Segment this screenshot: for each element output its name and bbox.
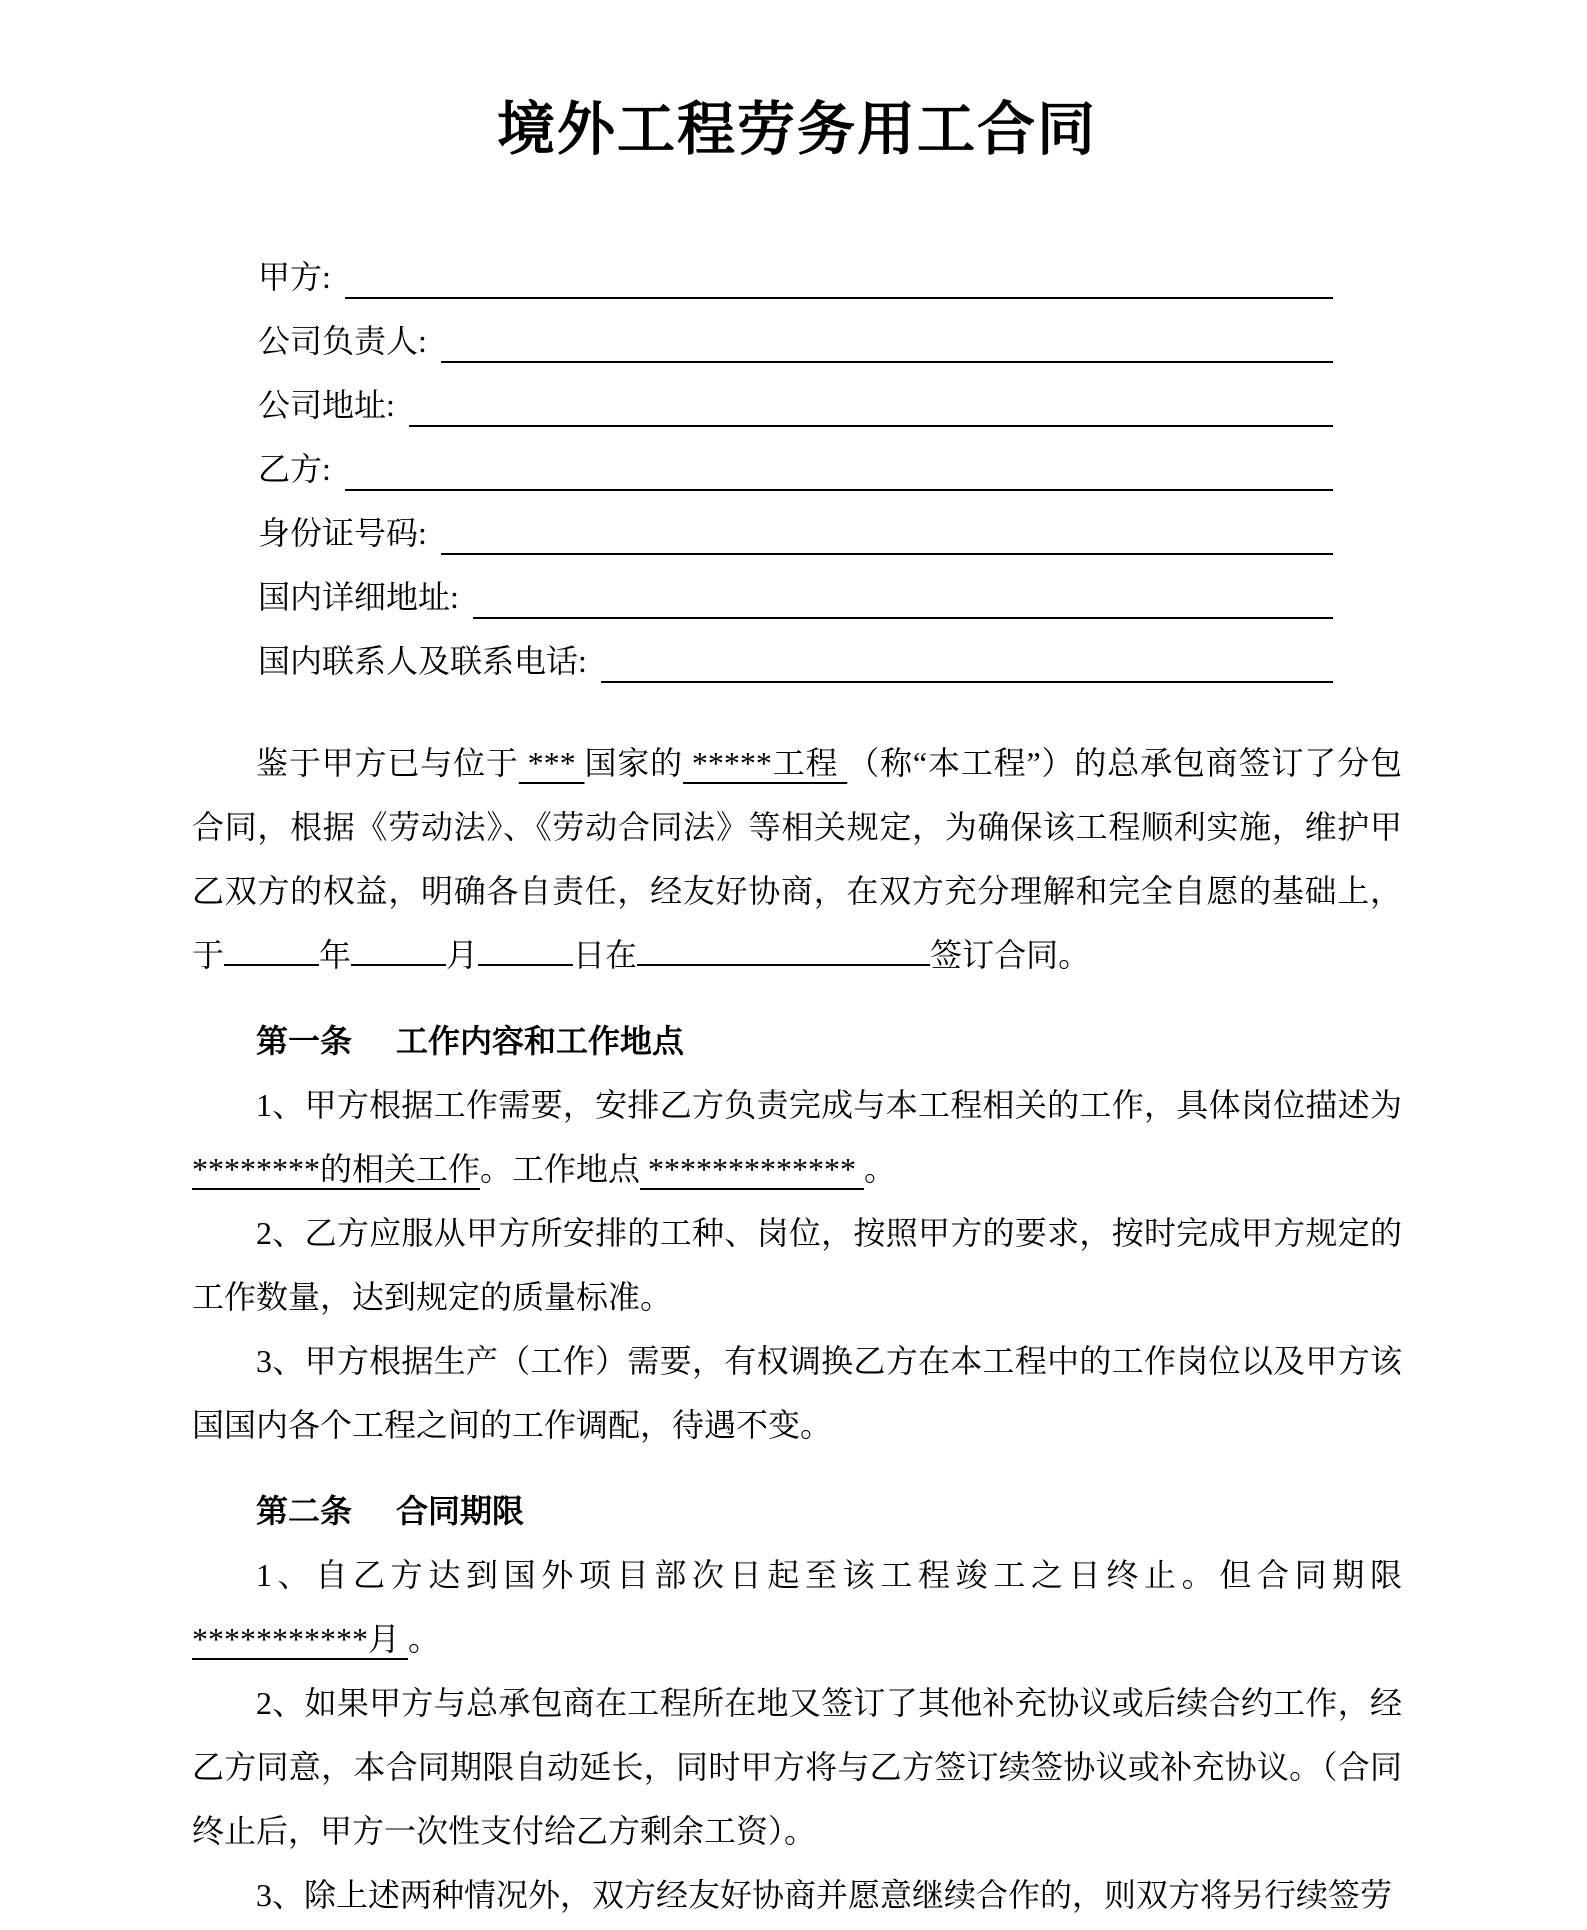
document-title: 境外工程劳务用工合同 [496,97,1097,162]
field-label: 身份证号码: [258,515,427,552]
field-label: 乙方: [258,451,331,488]
field-row [258,363,1333,427]
field-label: 公司地址: [258,387,395,424]
underlined-run: ********的相关工作 [192,1151,481,1187]
section-2-items [192,1543,1402,1927]
blank-underline [473,573,1333,619]
text-run: 。 [408,1621,441,1657]
blank-underline [345,253,1333,299]
text-run: 年 [319,937,352,973]
text-run: 国家的 [584,745,683,781]
section-1-title: 工作内容和工作地点 [396,1023,685,1059]
text-run: 3、甲方根据生产（工作）需要，有权调换乙方在本工程中的工作岗位以及甲方该国国内各个工程之间的工作调配，待遇不变。 [192,1343,1402,1443]
inline-blank [478,928,573,966]
field-label: 国内联系人及联系电话: [258,643,587,680]
underlined-run: *****工程 [683,745,848,781]
contract-clause [192,1073,1402,1201]
text-run: 。 [864,1151,897,1187]
inline-blank [351,928,446,966]
section-2-heading [192,1479,1402,1543]
underlined-run: ************* [640,1151,865,1187]
underlined-run: *** [518,745,585,781]
text-run: 3、除上述两种情况外，双方经友好协商并愿意继续合作的，则双方将另行续签劳 [256,1877,1393,1913]
text-run: 鉴于甲方已与位于 [256,745,519,781]
underlined-run: ***********月 [192,1621,409,1657]
text-run: 月 [446,937,479,973]
field-row [258,235,1333,299]
text-run: （称“本工程”）的总承包商签订了分包合同，根据《劳动法》、《劳动合同法》等相关规定，为确保该工程顺利实施，维护甲乙双方的权益，明确各自责任，经友好协商，在双方充分理解和完全自愿的基础上，于 [192,745,1402,973]
text-run: 2、乙方应服从甲方所安排的工种、岗位，按照甲方的要求，按时完成甲方规定的工作数量，达到规定的质量标准。 [192,1215,1402,1315]
section-2 [192,1479,1402,1927]
section-2-title: 合同期限 [396,1493,525,1529]
field-row [258,619,1333,683]
field-label: 国内详细地址: [258,579,459,616]
blank-underline [409,381,1333,427]
field-row [258,555,1333,619]
intro-paragraph [192,731,1402,987]
contract-clause [192,1671,1402,1863]
field-label: 公司负责人: [258,323,427,360]
contract-clause [192,1201,1402,1329]
blank-underline [441,317,1333,363]
contract-clause [192,1863,1402,1927]
section-1-number: 第一条 [256,1023,353,1059]
header-fields [258,235,1333,683]
blank-underline [345,445,1333,491]
text-run: 日在 [573,937,638,973]
blank-underline [601,637,1333,683]
field-row [258,299,1333,363]
section-1-heading [192,1009,1402,1073]
section-2-number: 第二条 [256,1493,353,1529]
field-row [258,427,1333,491]
section-1-items [192,1073,1402,1457]
text-run: 1、自乙方达到国外项目部次日起至该工程竣工之日终止。但合同期限 [256,1557,1402,1593]
text-run: 2、如果甲方与总承包商在工程所在地又签订了其他补充协议或后续合约工作，经乙方同意，本合同期限自动延长，同时甲方将与乙方签订续签协议或补充协议。（合同终止后，甲方一次性支付给乙方剩余工资）。 [192,1685,1402,1849]
field-label: 甲方: [258,259,331,296]
text-run: 1、甲方根据工作需要，安排乙方负责完成与本工程相关的工作，具体岗位描述为 [256,1087,1402,1123]
contract-clause [192,1329,1402,1457]
contract-clause [192,1543,1402,1671]
inline-blank [637,928,930,966]
text-run: 。工作地点 [480,1151,641,1187]
text-run: 签订合同。 [930,937,1091,973]
inline-blank [224,928,319,966]
blank-underline [441,509,1333,555]
section-1 [192,1009,1402,1457]
field-row [258,491,1333,555]
